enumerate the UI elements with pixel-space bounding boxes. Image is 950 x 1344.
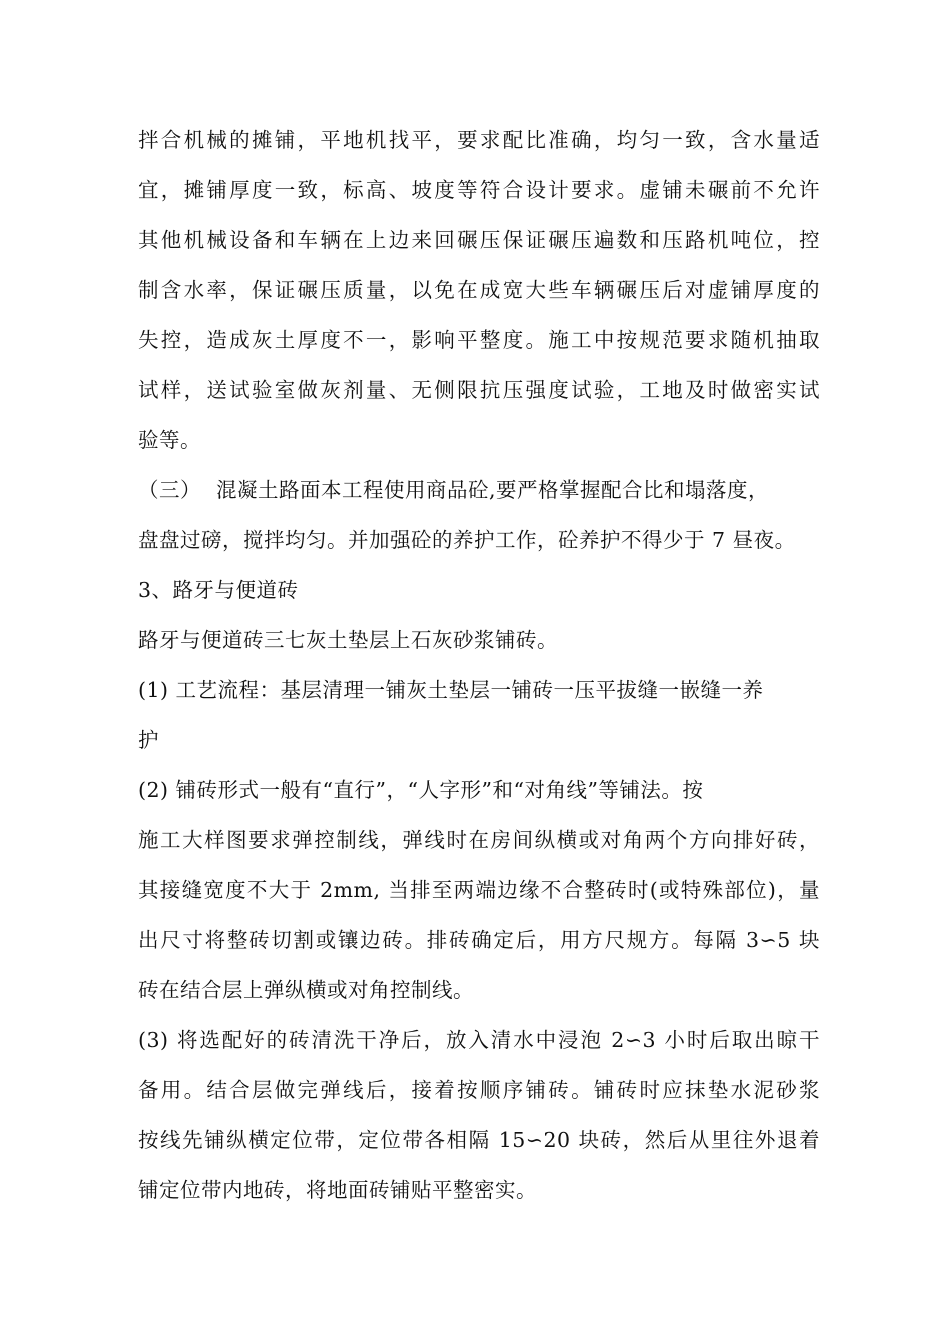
text-line: 失控，造成灰土厚度不一，影响平整度。施工中按规范要求随机抽取 xyxy=(138,328,820,352)
text-line: 盘盘过磅，搅拌均匀。并加强砼的养护工作，砼养护不得少于 7 昼夜。 xyxy=(138,528,796,552)
section-text: 混凝土路面本工程使用商品砼,要严格掌握配合比和塌落度， xyxy=(216,478,770,502)
text-line: 备用。结合层做完弹线后，接着按顺序铺砖。铺砖时应抹垫水泥砂浆 xyxy=(138,1078,820,1102)
text-line: 砖在结合层上弹纵横或对角控制线。 xyxy=(138,978,474,1002)
text-line: 铺定位带内地砖，将地面砖铺贴平整密实。 xyxy=(138,1178,537,1202)
text-line: 拌合机械的摊铺，平地机找平，要求配比准确，均匀一致，含水量适 xyxy=(138,128,820,152)
text-line: (1) 工艺流程：基层清理一铺灰土垫层一铺砖一压平拔缝一嵌缝一养 xyxy=(138,678,764,702)
section-number: （三） xyxy=(138,478,201,502)
text-line: 制含水率，保证碾压质量，以免在成宽大些车辆碾压后对虚铺厚度的 xyxy=(138,278,820,302)
section-heading xyxy=(138,470,820,520)
document-body xyxy=(138,120,820,1220)
text-line: (2) 铺砖形式一般有“直行”，“人字形”和“对角线”等铺法。按 xyxy=(138,778,704,802)
text-line: (3) 将选配好的砖清洗干净后，放入清水中浸泡 2∽3 小时后取出晾干 xyxy=(138,1028,820,1052)
text-line: 其他机械设备和车辆在上边来回碾压保证碾压遍数和压路机吨位，控 xyxy=(138,228,820,252)
text-line: 施工大样图要求弹控制线，弹线时在房间纵横或对角两个方向排好砖， xyxy=(138,828,820,852)
text-line: 其接缝宽度不大于 2mm, 当排至两端边缘不合整砖时(或特殊部位)，量 xyxy=(138,878,820,902)
text-line: 按线先铺纵横定位带，定位带各相隔 15∽20 块砖，然后从里往外退着 xyxy=(138,1128,820,1152)
text-line: 出尺寸将整砖切割或镶边砖。排砖确定后，用方尺规方。每隔 3∽5 块 xyxy=(138,928,820,952)
subheading: 3、路牙与便道砖 xyxy=(138,578,299,602)
text-line: 路牙与便道砖三七灰土垫层上石灰砂浆铺砖。 xyxy=(138,628,558,652)
text-line: 护 xyxy=(138,728,159,752)
text-line: 验等。 xyxy=(138,428,201,452)
text-line: 试样，送试验室做灰剂量、无侧限抗压强度试验，工地及时做密实试 xyxy=(138,378,820,402)
text-line: 宜，摊铺厚度一致，标高、坡度等符合设计要求。虚铺未碾前不允许 xyxy=(138,178,820,202)
